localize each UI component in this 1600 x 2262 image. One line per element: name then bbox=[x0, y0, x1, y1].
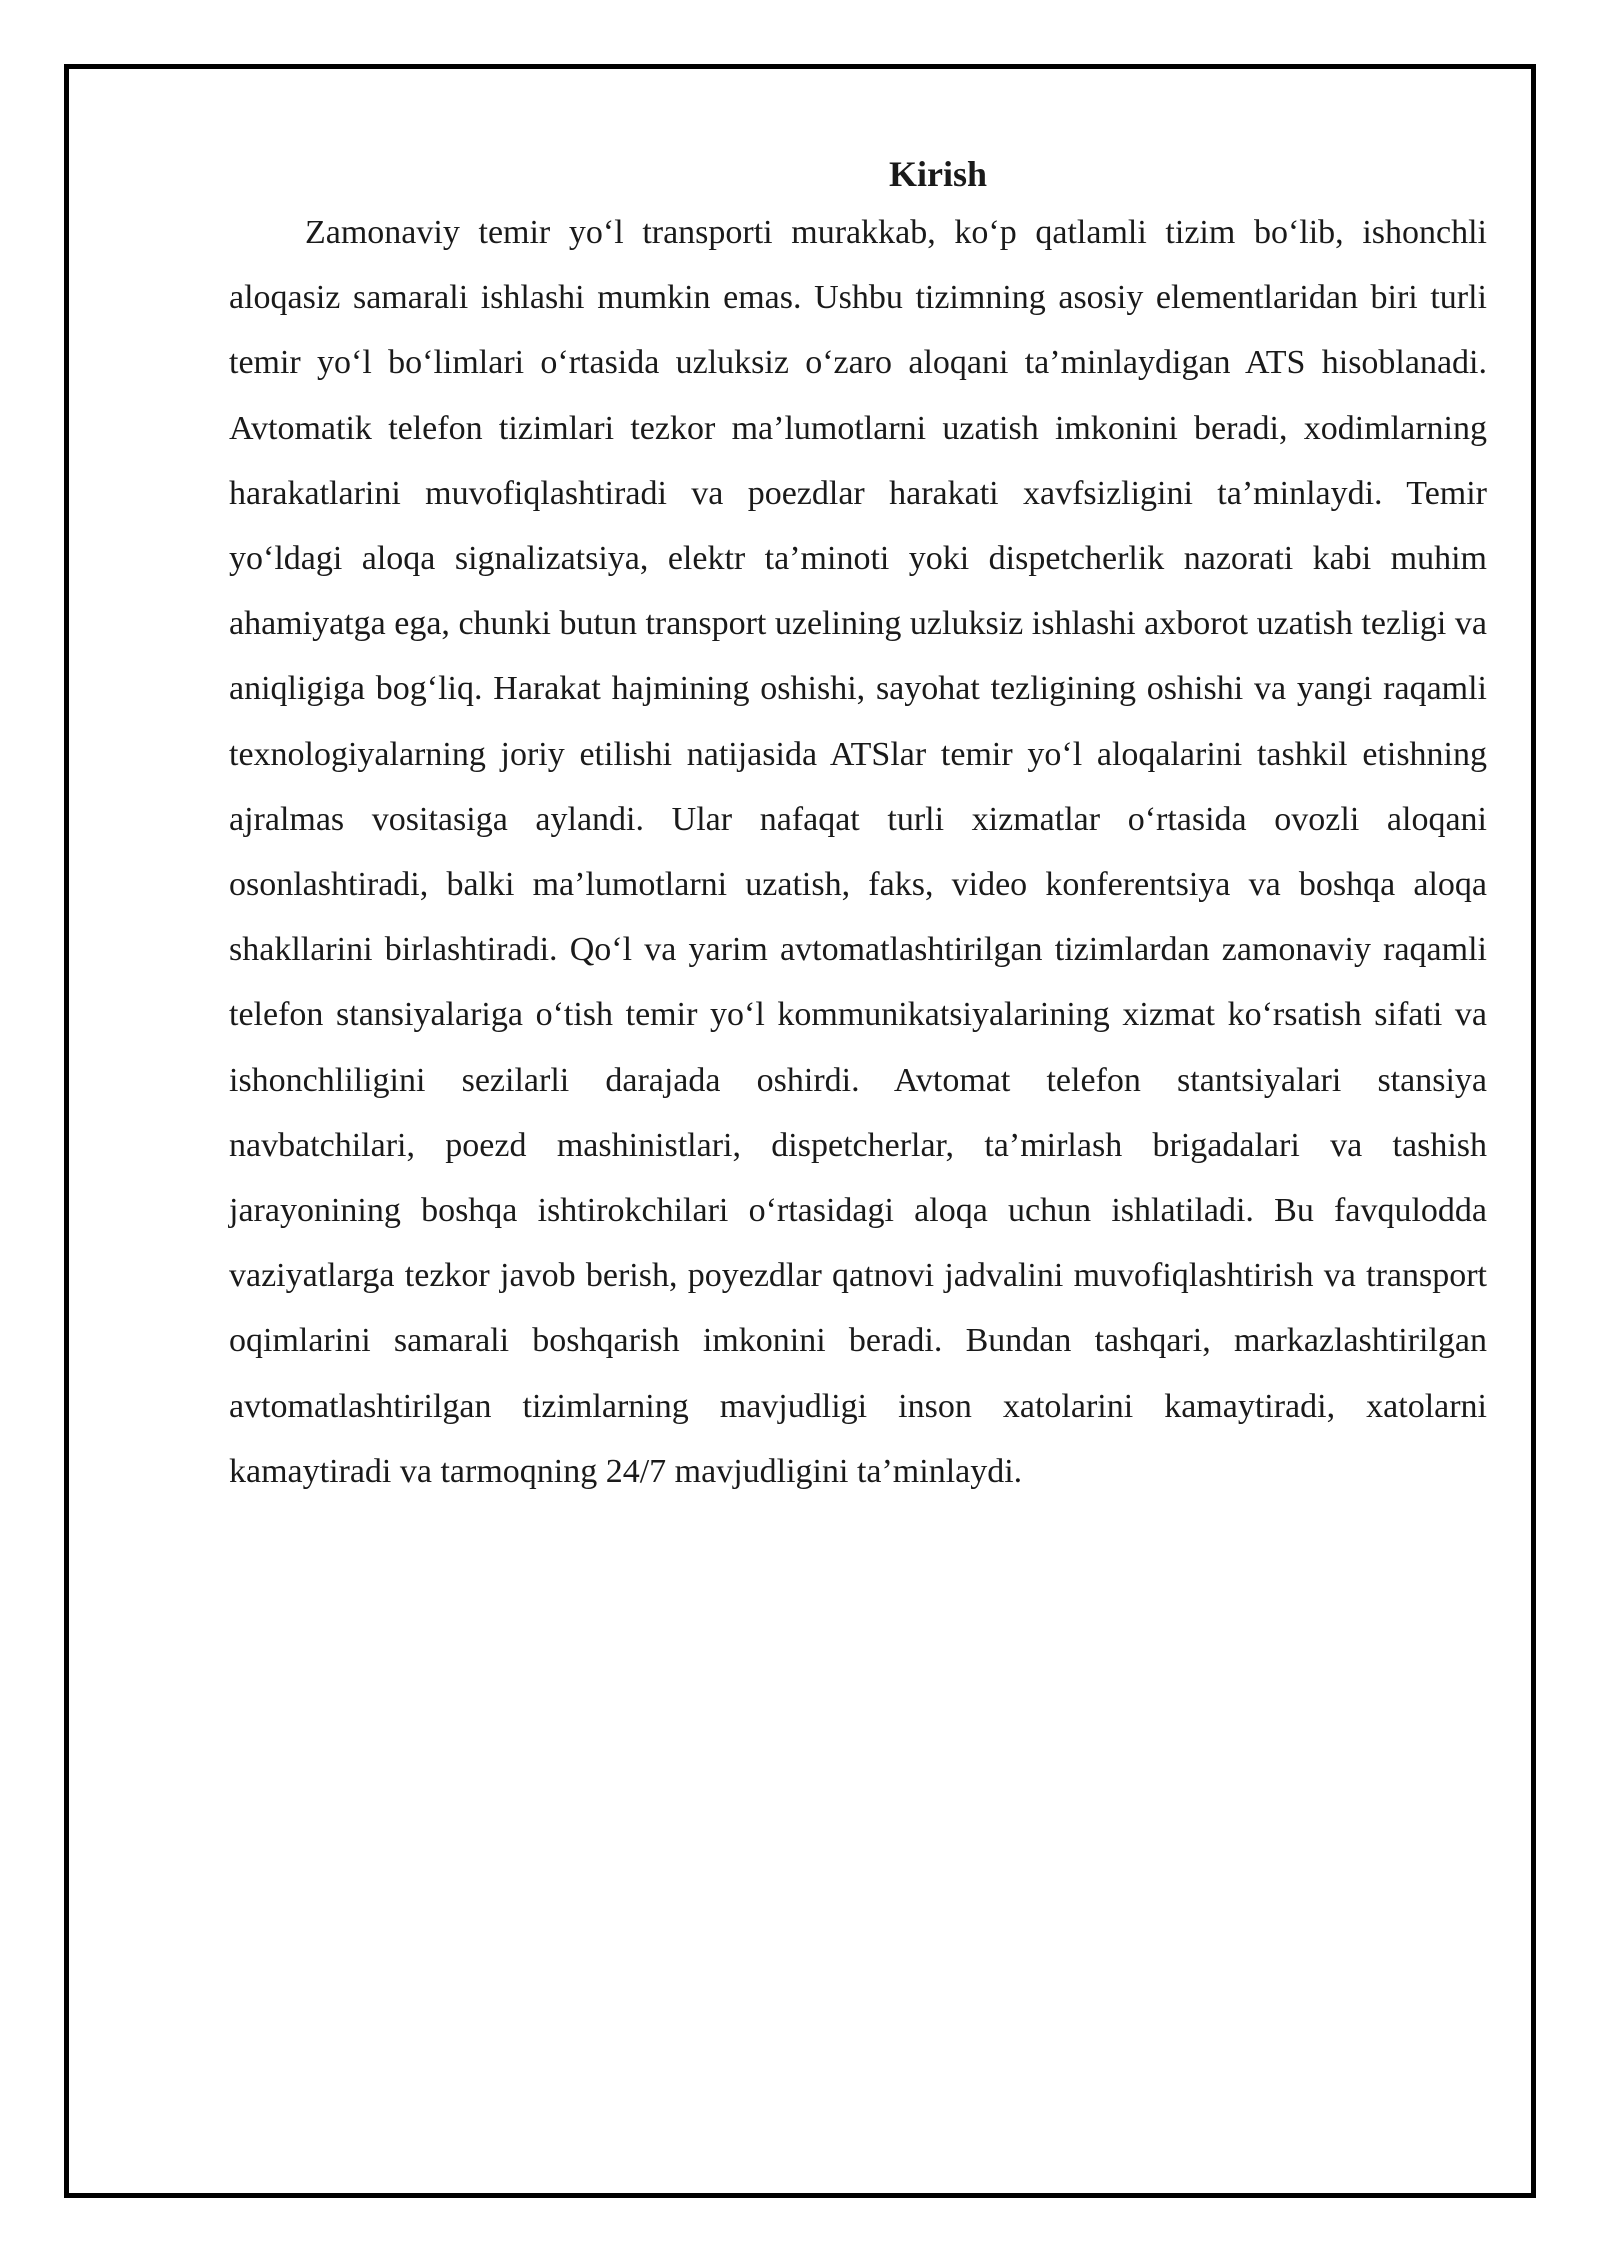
section-heading: Kirish bbox=[888, 154, 987, 194]
document-content bbox=[229, 148, 1487, 1504]
body-paragraph: Zamonaviy temir yo‘l transporti murakkab, ko‘p qatlamli tizim bo‘lib, ishonchli aloqasiz samarali ishlashi mumkin emas. Ushbu tizimning asosiy elementlaridan biri turli temir yo‘l bo‘limlari o‘rtasida uzluksiz o‘zaro aloqani ta’minlaydigan ATS hisoblanadi. Avtomatik telefon tizimlari tezkor ma’lumotlarni uzatish imkonini beradi, xodimlarning harakatlarini muvofiqlashtiradi va poezdlar harakati xavfsizligini ta’minlaydi. Temir yo‘ldagi aloqa signalizatsiya, elektr ta’minoti yoki dispetcherlik nazorati kabi muhim ahamiyatga ega, chunki butun transport uzelining uzluksiz ishlashi axborot uzatish tezligi va aniqligiga bog‘liq. Harakat hajmining oshishi, sayohat tezligining oshishi va yangi raqamli texnologiyalarning joriy etilishi natijasida ATSlar temir yo‘l aloqalarini tashkil etishning ajralmas vositasiga aylandi. Ular nafaqat turli xizmatlar o‘rtasida ovozli aloqani osonlashtiradi, balki ma’lumotlarni uzatish, faks, video konferentsiya va boshqa aloqa shakllarini birlashtiradi. Qo‘l va yarim avtomatlashtirilgan tizimlardan zamonaviy raqamli telefon stansiyalariga o‘tish temir yo‘l kommunikatsiyalarining xizmat ko‘rsatish sifati va ishonchliligini sezilarli darajada oshirdi. Avtomat telefon stantsiyalari stansiya navbatchilari, poezd mashinistlari, dispetcherlar, ta’mirlash brigadalari va tashish jarayonining boshqa ishtirokchilari o‘rtasidagi aloqa uchun ishlatiladi. Bu favqulodda vaziyatlarga tezkor javob berish, poyezdlar qatnovi jadvalini muvofiqlashtirish va transport oqimlarini samarali boshqarish imkonini beradi. Bundan tashqari, markazlashtirilgan avtomatlashtirilgan tizimlarning mavjudligi inson xatolarini kamaytiradi, xatolarni kamaytiradi va tarmoqning 24/7 mavjudligini ta’minlaydi. bbox=[229, 214, 1487, 1490]
